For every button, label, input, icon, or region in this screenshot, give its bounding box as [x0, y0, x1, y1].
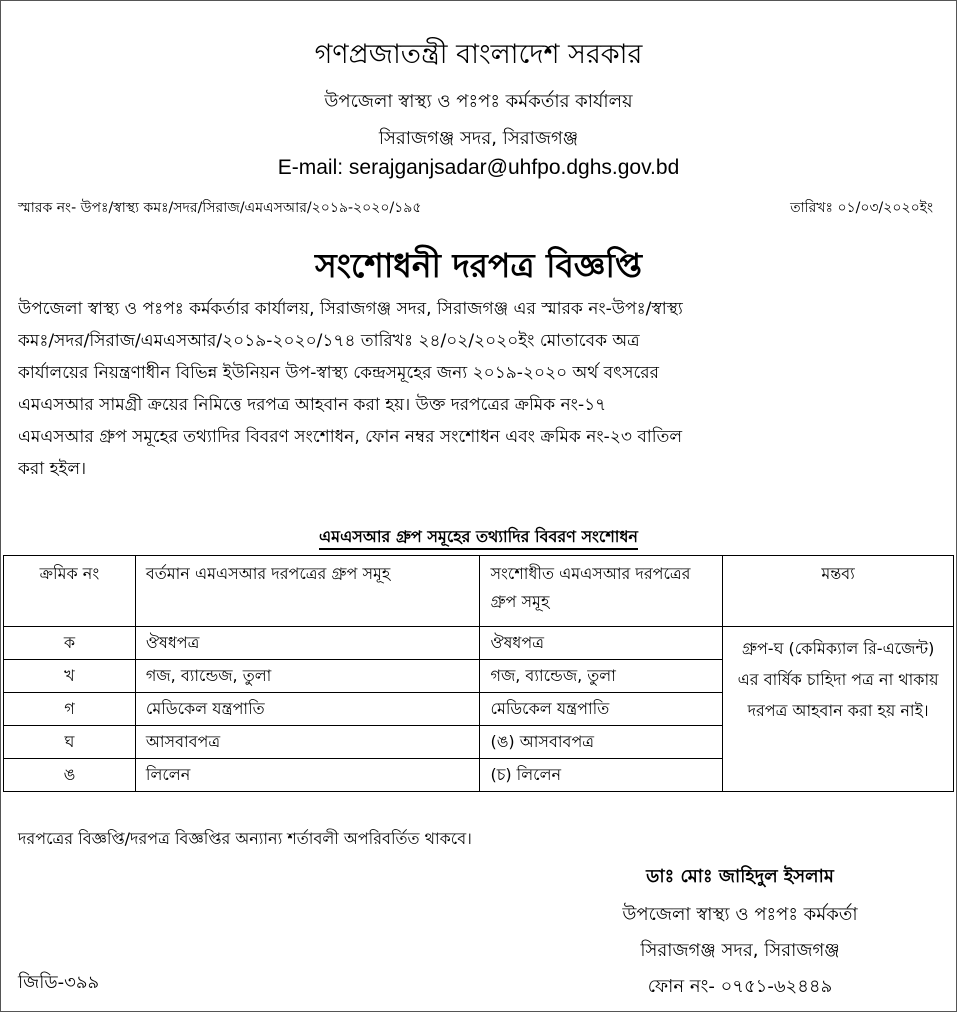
body-line: এমএসআর সামগ্রী ক্রয়ের নিমিত্তে দরপত্র আহবান করা হয়। উক্ত দরপত্রের ক্রমিক নং-১৭: [18, 395, 607, 415]
header-serial: ক্রমিক নং: [4, 556, 136, 627]
body-line: উপজেলা স্বাস্থ্য ও পঃপঃ কর্মকর্তার কার্যালয়, সিরাজগঞ্জ সদর, সিরাজগঞ্জ এর স্মারক নং-উপঃ/স্বাস্থ্য: [18, 299, 683, 319]
memo-number: স্মারক নং- উপঃ/স্বাস্থ্য কমঃ/সদর/সিরাজ/এমএসআর/২০১৯-২০২০/১৯৫: [18, 200, 422, 216]
header-revised-groups: সংশোধীত এমএসআর দরপত্রের গ্রুপ সমূহ: [480, 556, 723, 627]
government-title: গণপ্রজাতন্ত্রী বাংলাদেশ সরকার: [314, 39, 643, 70]
row-serial: ক: [4, 627, 136, 660]
row-current-group: আসবাবপত্র: [135, 726, 480, 759]
office-email: E-mail: serajganjsadar@uhfpo.dghs.gov.bd: [277, 156, 680, 179]
table-row: [4, 627, 954, 660]
row-current-group: ঔষধপত্র: [135, 627, 480, 660]
row-serial: গ: [4, 693, 136, 726]
table-header-row: [4, 556, 954, 627]
remark-cell: গ্রুপ-ঘ (কেমিক্যাল রি-এজেন্ট) এর বার্ষিক চাহিদা পত্র না থাকায় দরপত্র আহবান করা হয় নাই।: [723, 627, 954, 792]
body-line: করা হইল।: [18, 459, 87, 479]
notice-body: [18, 293, 943, 485]
header-remark: মন্তব্য: [723, 556, 954, 627]
header-current-groups: বর্তমান এমএসআর দরপত্রের গ্রুপ সমূহ: [135, 556, 480, 627]
table-title: [0, 524, 957, 551]
office-location: সিরাজগঞ্জ সদর, সিরাজগঞ্জ: [378, 128, 579, 149]
footer-note: দরপত্রের বিজ্ঞপ্তি/দরপত্র বিজ্ঞপ্তির অন্যান্য শর্তাবলী অপরিবর্তিত থাকবে।: [18, 829, 472, 848]
notice-title: সংশোধনী দরপত্র বিজ্ঞপ্তি: [314, 246, 643, 285]
office-name: উপজেলা স্বাস্থ্য ও পঃপঃ কর্মকর্তার কার্যালয়: [324, 91, 633, 112]
row-serial: ঙ: [4, 759, 136, 792]
memo-date: তারিখঃ ০১/০৩/২০২০ইং: [790, 200, 933, 216]
row-current-group: লিলেন: [135, 759, 480, 792]
body-line: কমঃ/সদর/সিরাজ/এমএসআর/২০১৯-২০২০/১৭৪ তারিখঃ ২৪/০২/২০২০ইং মোতাবেক অত্র: [18, 331, 640, 351]
signatory-designation: উপজেলা স্বাস্থ্য ও পঃপঃ কর্মকর্তা: [622, 904, 858, 925]
row-revised-group: (চ) লিলেন: [480, 759, 723, 792]
row-revised-group: (ঙ) আসবাবপত্র: [480, 726, 723, 759]
body-line: এমএসআর গ্রুপ সমূহের তথ্যাদির বিবরণ সংশোধন, ফোন নম্বর সংশোধন এবং ক্রমিক নং-২৩ বাতিল: [18, 427, 683, 447]
signatory-phone: ফোন নং- ০৭৫১-৬২৪৪৯: [647, 976, 833, 997]
row-current-group: গজ, ব্যান্ডেজ, তুলা: [135, 660, 480, 693]
signatory-name: ডাঃ মোঃ জাহিদুল ইসলাম: [646, 866, 834, 887]
row-revised-group: গজ, ব্যান্ডেজ, তুলা: [480, 660, 723, 693]
gd-number: জিডি-৩৯৯: [18, 972, 100, 993]
table-title-text: এমএসআর গ্রুপ সমূহের তথ্যাদির বিবরণ সংশোধন: [319, 527, 638, 550]
group-revision-table: [3, 555, 954, 792]
row-current-group: মেডিকেল যন্ত্রপাতি: [135, 693, 480, 726]
row-serial: ঘ: [4, 726, 136, 759]
body-line: কার্যালয়ের নিয়ন্ত্রণাধীন বিভিন্ন ইউনিয়ন উপ-স্বাস্থ্য কেন্দ্রসমূহের জন্য ২০১৯-২০২০ অর্থ বৎসরের: [18, 363, 659, 383]
signatory-address: সিরাজগঞ্জ সদর, সিরাজগঞ্জ: [640, 940, 840, 961]
row-serial: খ: [4, 660, 136, 693]
row-revised-group: ঔষধপত্র: [480, 627, 723, 660]
row-revised-group: মেডিকেল যন্ত্রপাতি: [480, 693, 723, 726]
